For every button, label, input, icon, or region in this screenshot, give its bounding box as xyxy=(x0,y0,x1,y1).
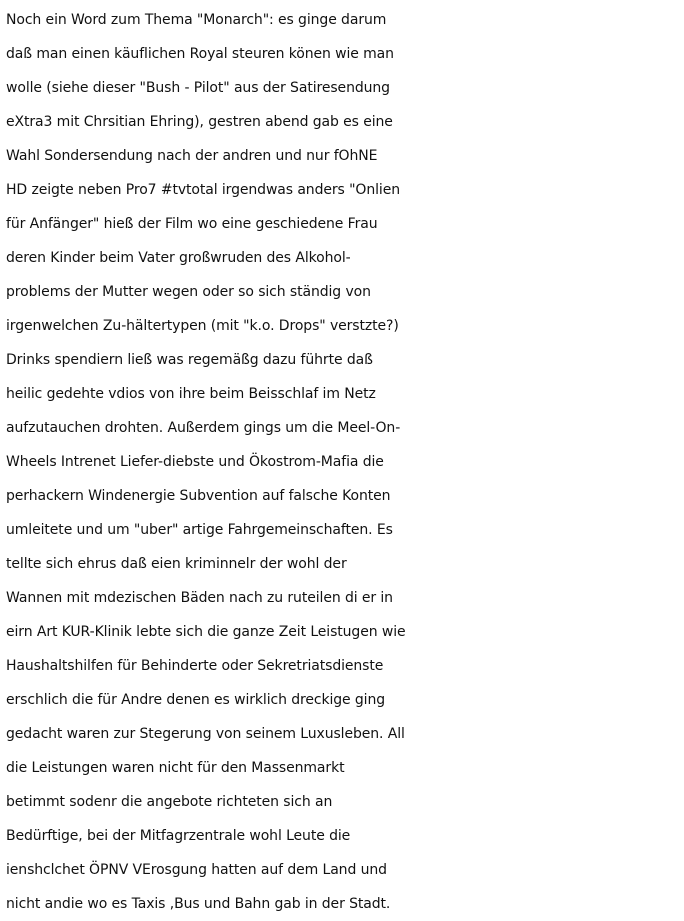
text-line: problems der Mutter wegen oder so sich ständig von xyxy=(6,284,371,300)
text-line: Wahl Sondersendung nach der andren und nur fOhNE xyxy=(6,148,378,164)
text-line: deren Kinder beim Vater großwruden des Alkohol- xyxy=(6,250,351,266)
document-body xyxy=(6,3,682,921)
text-line: für Anfänger" hieß der Film wo eine geschiedene Frau xyxy=(6,216,378,232)
text-line: HD zeigte neben Pro7 #tvtotal irgendwas anders "Onlien xyxy=(6,182,400,198)
text-line: perhackern Windenergie Subvention auf falsche Konten xyxy=(6,488,391,504)
text-line: Haushaltshilfen für Behinderte oder Sekretriatsdienste xyxy=(6,658,384,674)
text-line: erschlich die für Andre denen es wirklich dreckige ging xyxy=(6,692,386,708)
text-line: Wannen mit mdezischen Bäden nach zu ruteilen di er in xyxy=(6,590,393,606)
text-line: Drinks spendiern ließ was regemäßg dazu führte daß xyxy=(6,352,373,368)
text-line: eirn Art KUR-Klinik lebte sich die ganze Zeit Leistugen wie xyxy=(6,624,406,640)
text-line: eXtra3 mit Chrsitian Ehring), gestren abend gab es eine xyxy=(6,114,393,130)
text-line: gedacht waren zur Stegerung von seinem Luxusleben. All xyxy=(6,726,405,742)
text-line: umleitete und um "uber" artige Fahrgemeinschaften. Es xyxy=(6,522,393,538)
text-line: aufzutauchen drohten. Außerdem gings um die Meel-On- xyxy=(6,420,401,436)
text-line: wolle (siehe dieser "Bush - Pilot" aus der Satiresendung xyxy=(6,80,390,96)
text-line: tellte sich ehrus daß eien kriminnelr der wohl der xyxy=(6,556,347,572)
text-line: nicht andie wo es Taxis ,Bus und Bahn gab in der Stadt. xyxy=(6,896,391,912)
text-line: Noch ein Word zum Thema "Monarch": es ginge darum xyxy=(6,12,387,28)
text-line: heilic gedehte vdios von ihre beim Beisschlaf im Netz xyxy=(6,386,376,402)
text-line: irgenwelchen Zu-hältertypen (mit "k.o. Drops" verstzte?) xyxy=(6,318,399,334)
text-line: die Leistungen waren nicht für den Massenmarkt xyxy=(6,760,345,776)
text-line: Bedürftige, bei der Mitfagrzentrale wohl Leute die xyxy=(6,828,351,844)
text-line: ienshclchet ÖPNV VErosgung hatten auf dem Land und xyxy=(6,862,387,878)
text-line: betimmt sodenr die angebote richteten sich an xyxy=(6,794,333,810)
text-line: Wheels Intrenet Liefer-diebste und Ökostrom-Mafia die xyxy=(6,454,384,470)
text-line: daß man einen käuflichen Royal steuren könen wie man xyxy=(6,46,394,62)
